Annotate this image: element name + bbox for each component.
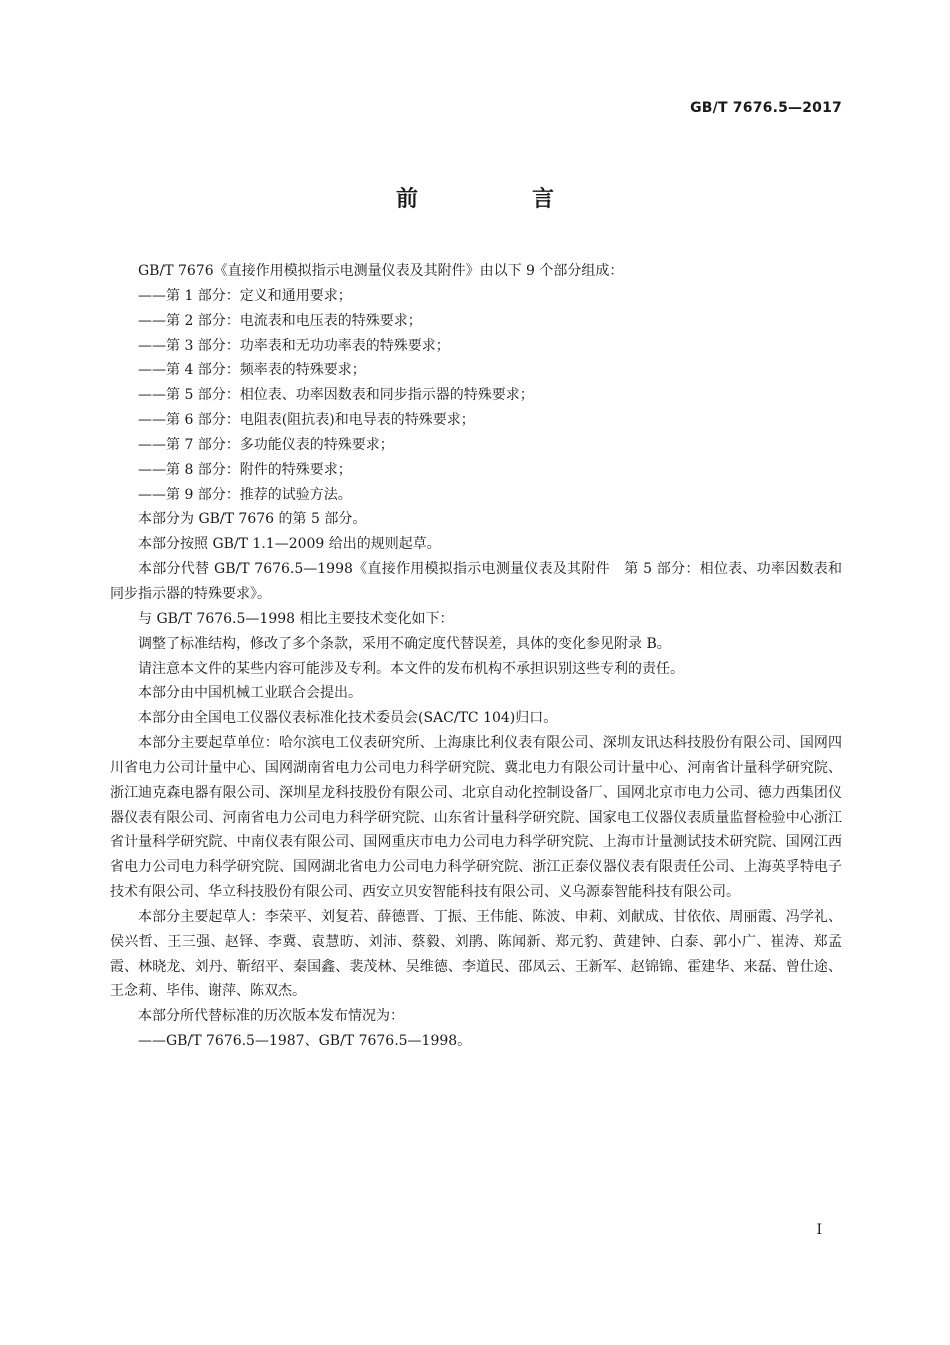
- list-item-part-6: ——第 6 部分：电阻表(阻抗表)和电导表的特殊要求；: [138, 412, 475, 429]
- paragraph-history-versions: ——GB/T 7676.5—1987、GB/T 7676.5—1998。: [138, 1033, 472, 1050]
- paragraph-centralized-by: 本部分由全国电工仪器仪表标准化技术委员会(SAC/TC 104)归口。: [138, 710, 558, 727]
- paragraph-patent-notice: 请注意本文件的某些内容可能涉及专利。本文件的发布机构不承担识别这些专利的责任。: [138, 660, 684, 677]
- paragraph-drafting-units: 本部分主要起草单位：哈尔滨电工仪表研究所、上海康比利仪表有限公司、深圳友讯达科技股份有限公司、国网四川省电力公司计量中心、国网湖南省电力公司电力科学研究院、冀北电力有限公司计量中心、河南省计量科学研究院、浙江迪克森电器有限公司、深圳星龙科技股份有限公司、北京自动化控制设备厂、国网北京市电力公司、德力西集团仪器仪表有限公司、河南省电力公司电力科学研究院、山东省计量科学研究院、国家电工仪器仪表质量监督检验中心浙江省计量科学研究院、中南仪表有限公司、国网重庆市电力公司电力科学研究院、上海市计量测试技术研究院、国网江西省电力公司电力科学研究院、国网湖北省电力公司电力科学研究院、浙江正泰仪器仪表有限责任公司、上海英孚特电子技术有限公司、华立科技股份有限公司、西安立贝安智能科技有限公司、义乌源泰智能科技有限公司。: [110, 735, 842, 901]
- list-item-part-2: ——第 2 部分：电流表和电压表的特殊要求；: [138, 312, 422, 329]
- page-number: I: [816, 1222, 822, 1238]
- paragraph-proposed-by: 本部分由中国机械工业联合会提出。: [138, 685, 362, 702]
- list-item-part-3: ——第 3 部分：功率表和无功功率表的特殊要求；: [138, 337, 450, 354]
- paragraph-changes: 调整了标准结构，修改了多个条款，采用不确定度代替误差，具体的变化参见附录 B。: [138, 635, 671, 652]
- list-item-part-5: ——第 5 部分：相位表、功率因数表和同步指示器的特殊要求；: [138, 387, 534, 404]
- list-item-part-4: ——第 4 部分：频率表的特殊要求；: [138, 362, 366, 379]
- foreword-body: [110, 259, 842, 1054]
- paragraph-replaces: 本部分代替 GB/T 7676.5—1998《直接作用模拟指示电测量仪表及其附件 第 5 部分：相位表、功率因数表和同步指示器的特殊要求》。: [110, 561, 842, 602]
- list-item-part-9: ——第 9 部分：推荐的试验方法。: [138, 486, 352, 503]
- list-item-part-1: ——第 1 部分：定义和通用要求；: [138, 287, 352, 304]
- paragraph-drafters: 本部分主要起草人：李荣平、刘复若、薛德晋、丁振、王伟能、陈波、申莉、刘献成、甘依依、周丽霞、冯学礼、侯兴哲、王三强、赵铎、李冀、袁慧昉、刘沛、蔡毅、刘鹃、陈闻新、郑元豹、黄建钟、白泰、郭小广、崔涛、郑孟霞、林晓龙、刘丹、靳绍平、秦国鑫、裴茂林、吴维德、李道民、邵凤云、王新军、赵锦锦、霍建华、来磊、曾仕途、王念莉、毕伟、谢萍、陈双杰。: [110, 908, 842, 1000]
- standard-code: GB/T 7676.5—2017: [690, 100, 842, 116]
- paragraph-drafting-rules: 本部分按照 GB/T 1.1—2009 给出的规则起草。: [138, 536, 441, 553]
- list-item-part-8: ——第 8 部分：附件的特殊要求；: [138, 461, 352, 478]
- paragraph-history-intro: 本部分所代替标准的历次版本发布情况为：: [138, 1008, 404, 1025]
- paragraph-part-statement: 本部分为 GB/T 7676 的第 5 部分。: [138, 511, 367, 528]
- paragraph-intro: GB/T 7676《直接作用模拟指示电测量仪表及其附件》由以下 9 个部分组成：: [138, 263, 624, 279]
- paragraph-changes-intro: 与 GB/T 7676.5—1998 相比主要技术变化如下：: [138, 610, 454, 627]
- list-item-part-7: ——第 7 部分：多功能仪表的特殊要求；: [138, 436, 394, 453]
- page-title: 前 言: [395, 187, 600, 212]
